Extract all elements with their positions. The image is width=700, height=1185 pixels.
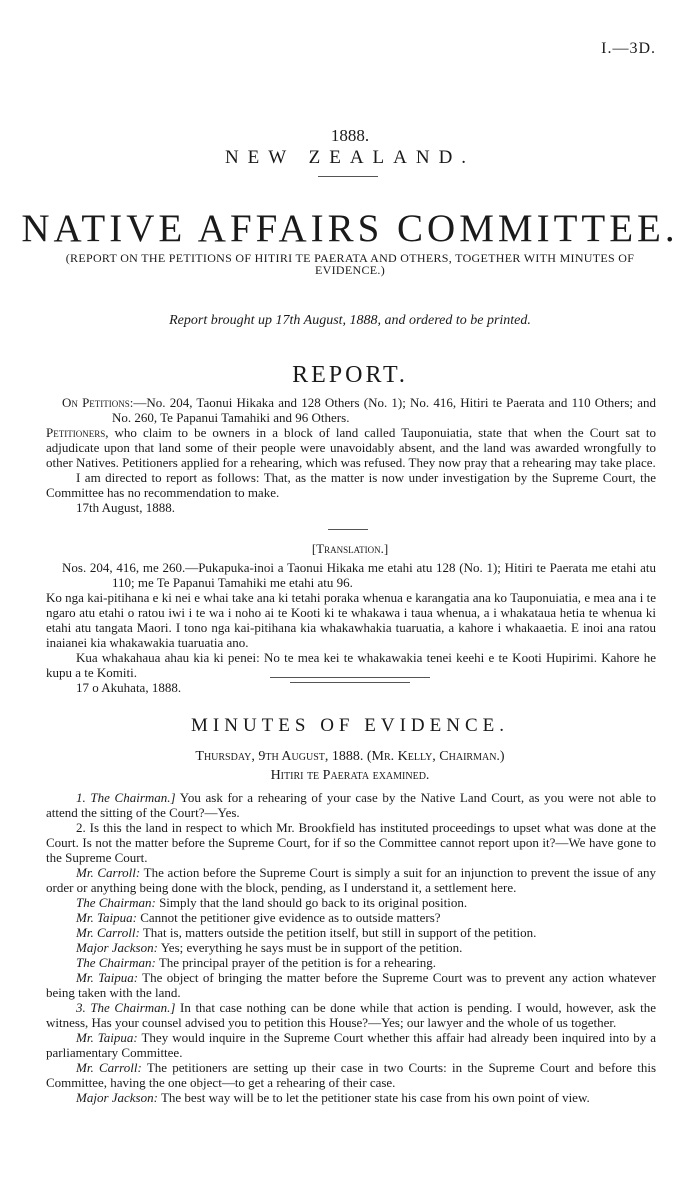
report-date: 17th August, 1888. [76,500,175,515]
translation-paragraph: Kua whakahaua ahau kia ki penei: No te mea kei te whakawakia tenei keehi e te Kooti Hupirimi. Kahore he kupu a te Komiti. [46,650,656,680]
evidence-entry [46,1090,656,1105]
translation-heading: [Translation.] [311,541,389,556]
speaker: 3. The Chairman.] [76,1000,176,1015]
divider [318,176,378,177]
evidence-entry [46,910,656,925]
minutes-heading: MINUTES OF EVIDENCE. [191,715,509,736]
translation-paragraph: Ko nga kai-pitihana e ki nei e whai take ana ki tetahi poraka whenua e karangatia ana ko Tauponuiatia, e mea ana i te ngaro atu etahi o ratou iwi i te wa i noho ai te Kooti ki te whakawa i taua whenua, a i whakataua hetia te whenua ki etahi atu tangata Maori. I tono nga kai-pitihana kia whakawhakia tuaruatia, a kahore i whakaaetia. E inoi ana ratou inaianei kia whakawakia tuaruatia ano. [46,590,656,650]
statement: The petitioners are setting up their case in two Courts: in the Supreme Court and before this Committee, having the one object—to get a rehearing of their case. [46,1060,656,1090]
evidence-entry [46,895,656,910]
evidence-entry [46,790,656,820]
statement: Cannot the petitioner give evidence as to outside matters? [136,910,441,925]
report-heading: REPORT. [292,362,408,388]
country-heading: NEW ZEALAND. [224,147,476,168]
speaker: Mr. Carroll: [76,1060,142,1075]
evidence-entry [46,820,656,865]
speaker: 1. The Chairman.] [76,790,176,805]
translation-date: 17 o Akuhata, 1888. [76,680,182,695]
paragraph-text: who claim to be owners in a block of land called Tauponuiatia, state that when the Court sat to adjudicate upon that land some of their people were unavoidably absent, and the land was awarded wrongfully to other Natives. Petitioners applied for a rehearing, which was refused. They now pray that a rehearing may take place. [46,425,656,470]
speaker: Mr. Carroll: [76,865,141,880]
divider [328,529,368,530]
witness-line: Hitiri te Paerata examined. [270,768,430,783]
petitions-text: :—No. 204, Taonui Hikaka and 128 Others (No. 1); No. 416, Hitiri te Paerata and 110 Others; and No. 260, Te Papanui Tamahiki and 96 Others. [112,395,656,425]
statement: The action before the Supreme Court is simply a suit for an injunction to prevent the issue of any order or anything being done with the block, pending, as I understand it, a settlement here. [46,865,656,895]
speaker: Major Jackson: [76,940,158,955]
statement: They would inquire in the Supreme Court whether this affair had already been inquired into by a parliamentary Committee. [46,1030,656,1060]
statement: 2. Is this the land in respect to which Mr. Brookfield has instituted proceedings to upset what was done at the Court. Is not the matter before the Supreme Court, for if so the Committee cannot report upon it?—We have gone to the Supreme Court. [46,820,656,865]
translation-petitions: Nos. 204, 416, me 260.—Pukapuka-inoi a Taonui Hikaka me etahi atu 128 (No. 1); Hitiri te Paerata me etahi atu 110; me Te Papanui Tamahiki me etahi atu 96. [62,560,656,590]
statement: You ask for a rehearing of your case by the Native Land Court, as you were not able to attend the sitting of the Court?—Yes. [46,790,656,820]
document-title: NATIVE AFFAIRS COMMITTEE. [21,207,679,250]
statement: Yes; everything he says must be in support of the petition. [157,940,463,955]
evidence-entry [46,1060,656,1090]
statement: That is, matters outside the petition itself, but still in support of the petition. [139,925,537,940]
page-reference: I.—3D. [601,40,656,57]
statement: The principal prayer of the petition is for a rehearing. [155,955,437,970]
session-date: Thursday, 9th August, 1888. (Mr. Kelly, Chairman.) [195,749,505,764]
statement: In that case nothing can be done while that action is pending. I would, however, ask the witness, Has your counsel advised you to petition this House?—Yes; our lawyer and the whole of us together. [46,1000,656,1030]
report-body [46,395,656,515]
evidence-entry [46,940,656,955]
statement: Simply that the land should go back to its original position. [155,895,468,910]
divider [290,682,410,683]
speaker: The Chairman: [76,895,156,910]
speaker: The Chairman: [76,955,156,970]
report-paragraph [46,470,656,500]
speaker: Mr. Carroll: [76,925,140,940]
speaker: Mr. Taipua: [76,910,137,925]
evidence-entry [46,1000,656,1030]
evidence-entry [46,955,656,970]
statement: The best way will be to let the petitioner state his case from his own point of view. [157,1090,590,1105]
document-year: 1888. [330,126,370,145]
divider [270,677,430,678]
report-note: Report brought up 17th August, 1888, and ordered to be printed. [169,313,531,328]
evidence-entry [46,970,656,1000]
petitions-lead: On Petitions [62,395,130,410]
speaker: Major Jackson: [76,1090,158,1105]
statement: The object of bringing the matter before the Supreme Court was to prevent any action whatever being taken with the land. [46,970,656,1000]
paragraph-text: I am directed to report as follows: That, as the matter is now under investigation by the Supreme Court, the Committee has no recommendation to make. [46,470,656,500]
report-paragraph [46,425,656,470]
evidence-body [46,790,656,1105]
paragraph-lead: Petitioners, [46,425,109,440]
speaker: Mr. Taipua: [76,970,139,985]
speaker: Mr. Taipua: [76,1030,138,1045]
evidence-entry [46,865,656,895]
petitions-line [46,395,656,425]
evidence-entry [46,925,656,940]
translation-body [46,560,656,695]
document-subtitle: (REPORT ON THE PETITIONS OF HITIRI TE PAERATA AND OTHERS, TOGETHER WITH MINUTES OF EVIDENCE.) [65,251,635,277]
evidence-entry [46,1030,656,1060]
